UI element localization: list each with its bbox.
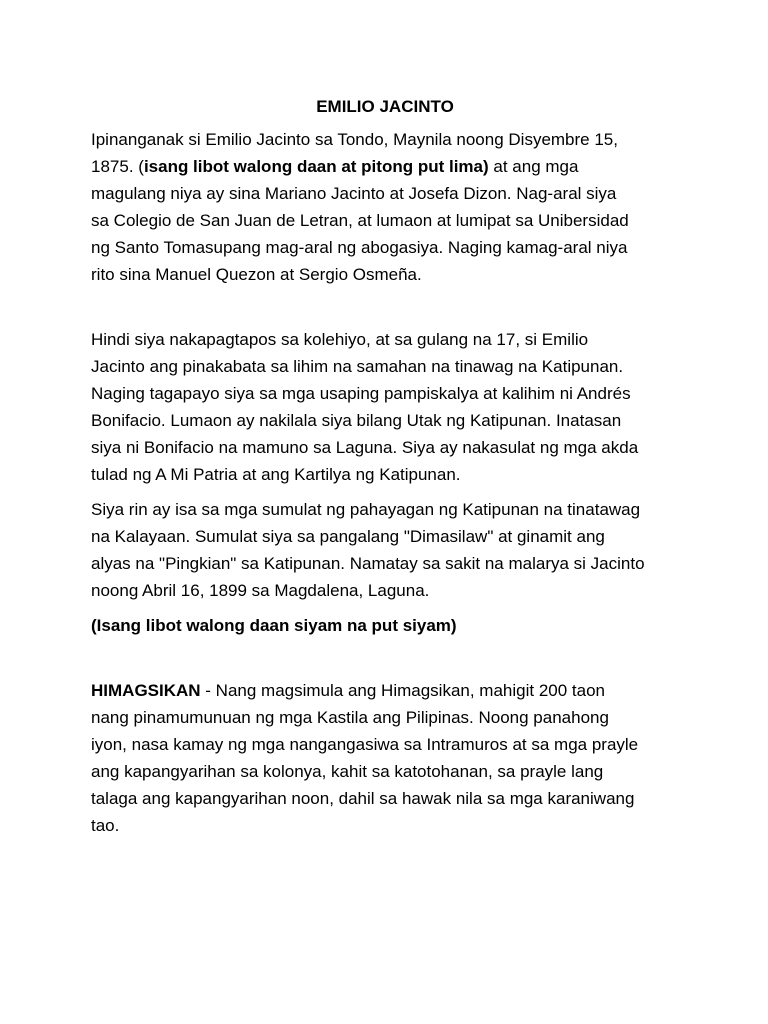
text-line: Bonifacio. Lumaon ay nakilala siya bilang Utak ng Katipunan. Inatasan <box>91 411 622 430</box>
text-line: at ang mga <box>488 157 579 176</box>
document-title: EMILIO JACINTO <box>316 97 454 116</box>
spacer <box>91 288 691 326</box>
document-page <box>91 94 691 839</box>
text-line: magulang niya ay sina Mariano Jacinto at Josefa Dizon. Nag-aral siya <box>91 184 617 203</box>
text-line: - Nang magsimula ang Himagsikan, mahigit 200 taon <box>200 681 605 700</box>
paragraph-himagsikan <box>91 677 691 839</box>
text-line: Jacinto ang pinakabata sa lihim na samahan na tinawag na Katipunan. <box>91 357 624 376</box>
text-line: rito sina Manuel Quezon at Sergio Osmeña. <box>91 265 422 284</box>
text-line: noong Abril 16, 1899 sa Magdalena, Laguna. <box>91 581 430 600</box>
paragraph-death-year: (Isang libot walong daan siyam na put siyam) <box>91 616 457 635</box>
text-line: iyon, nasa kamay ng mga nangangasiwa sa Intramuros at sa mga prayle <box>91 735 639 754</box>
himagsikan-heading: HIMAGSIKAN <box>91 681 201 700</box>
text-line: alyas na "Pingkian" sa Katipunan. Namatay sa sakit na malarya si Jacinto <box>91 554 645 573</box>
text-line: Ipinanganak si Emilio Jacinto sa Tondo, Maynila noong Disyembre 15, <box>91 130 618 149</box>
spacer <box>91 604 691 612</box>
text-line: Hindi siya nakapagtapos sa kolehiyo, at sa gulang na 17, si Emilio <box>91 330 589 349</box>
bold-year-text: isang libot walong daan at pitong put lima) <box>143 157 489 176</box>
paragraph-kalayaan <box>91 496 691 604</box>
paragraph-birth <box>91 126 691 288</box>
text-line: 1875. ( <box>91 157 144 176</box>
text-line: Siya rin ay isa sa mga sumulat ng pahayagan ng Katipunan na tinatawag <box>91 500 641 519</box>
text-line: nang pinamumunuan ng mga Kastila ang Pilipinas. Noong panahong <box>91 708 609 727</box>
text-line: na Kalayaan. Sumulat siya sa pangalang "Dimasilaw" at ginamit ang <box>91 527 605 546</box>
spacer <box>91 488 691 496</box>
text-line: tulad ng A Mi Patria at ang Kartilya ng Katipunan. <box>91 465 461 484</box>
paragraph-katipunan <box>91 326 691 488</box>
text-line: tao. <box>91 816 120 835</box>
text-line: ng Santo Tomasupang mag-aral ng abogasiya. Naging kamag-aral niya <box>91 238 628 257</box>
text-line: Naging tagapayo siya sa mga usaping pampiskalya at kalihim ni Andrés <box>91 384 631 403</box>
text-line: ang kapangyarihan sa kolonya, kahit sa katotohanan, sa prayle lang <box>91 762 604 781</box>
text-line: talaga ang kapangyarihan noon, dahil sa hawak nila sa mga karaniwang <box>91 789 635 808</box>
spacer <box>91 639 691 677</box>
text-line: sa Colegio de San Juan de Letran, at lumaon at lumipat sa Unibersidad <box>91 211 629 230</box>
text-line: siya ni Bonifacio na mamuno sa Laguna. Siya ay nakasulat ng mga akda <box>91 438 639 457</box>
